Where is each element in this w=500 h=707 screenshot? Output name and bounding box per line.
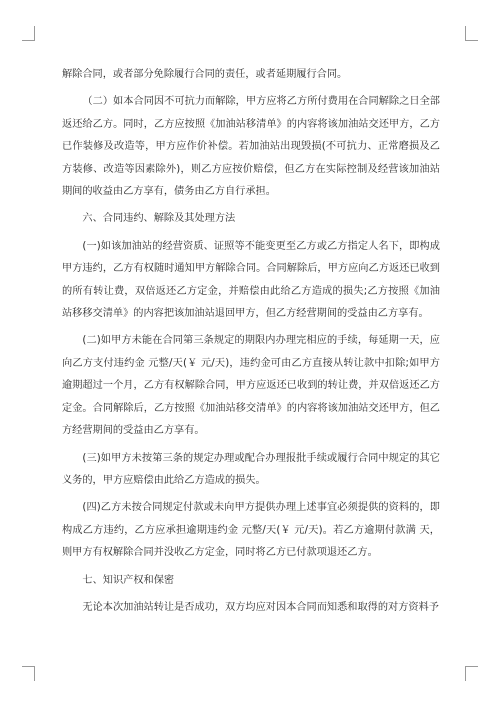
section-heading-ip: 七、知识产权和保密: [82, 574, 175, 586]
paragraph-force-majeure: （二）如本合同因不可抗力而解除，甲方应将乙方所付费用在合同解除之日全部返还给乙方。同时，乙方应按照《加油站移清单》的内容将该加油站交还甲方，乙方已作装修及改造等，甲方应作价补偿。若加油站出现毁损(不可抗力、正常磨损及乙方装修、改造等因素除外)，则乙方应按价赔偿，但乙方在实际控制及经营该加油站期间的收益由乙方享有，债务由乙方自行承担。: [62, 96, 440, 198]
paragraph-clause-3: (三)如甲方未按第三条的规定办理或配合办理报批手续或履行合同中规定的其它义务的，甲方应赔偿由此给乙方造成的损失。: [62, 452, 440, 486]
paragraph-confidentiality: 无论本次加油站转让是否成功，双方均应对因本合同而知悉和取得的对方资料予: [82, 601, 439, 613]
crop-mark-bottom-right: [465, 666, 478, 681]
paragraph-continuation: 解除合同，或者部分免除履行合同的责任，或者延期履行合同。: [62, 69, 348, 80]
document-body: [62, 64, 440, 624]
paragraph-clause-4: (四)乙方未按合同规定付款或未向甲方提供办理上述事宜必须提供的资料的，即构成乙方违约，乙方应承担逾期违约金 元整/天(￥ 元/天)。若乙方逾期付款满 天，则甲方有权解除合同并没收乙方定金，同时将乙方已付款项退还乙方。: [62, 502, 440, 559]
section-heading-breach: 六、合同违约、解除及其处理方法: [82, 213, 236, 225]
paragraph-clause-1: (一)如该加油站的经营资质、证照等不能变更至乙方或乙方指定人名下，即构成甲方违约，乙方有权随时通知甲方解除合同。合同解除后，甲方应向乙方返还已收到的所有转让费，双倍返还乙方定金，并赔偿由此给乙方造成的损失;乙方按照《加油站移移交清单》的内容把该加油站退回甲方，但乙方经营期间的受益由乙方享有。: [62, 240, 440, 320]
crop-mark-top-right: [465, 26, 478, 41]
paragraph-clause-2: (二)如甲方未能在合同第三条规定的期限内办理完相应的手续，每延期一天，应向乙方支付违约金 元整/天(￥ 元/天)，违约金可由乙方直接从转让款中扣除;如甲方逾期超过一个月，乙方有权解除合同，甲方应返还已收到的转让费，并双倍返还乙方定金。合同解除后，乙方按照《加油站移交清单》的内容将该加油站交还甲方，但乙方经营期间的受益由乙方享有。: [62, 335, 440, 437]
crop-mark-bottom-left: [22, 666, 35, 681]
crop-mark-top-left: [22, 26, 35, 41]
